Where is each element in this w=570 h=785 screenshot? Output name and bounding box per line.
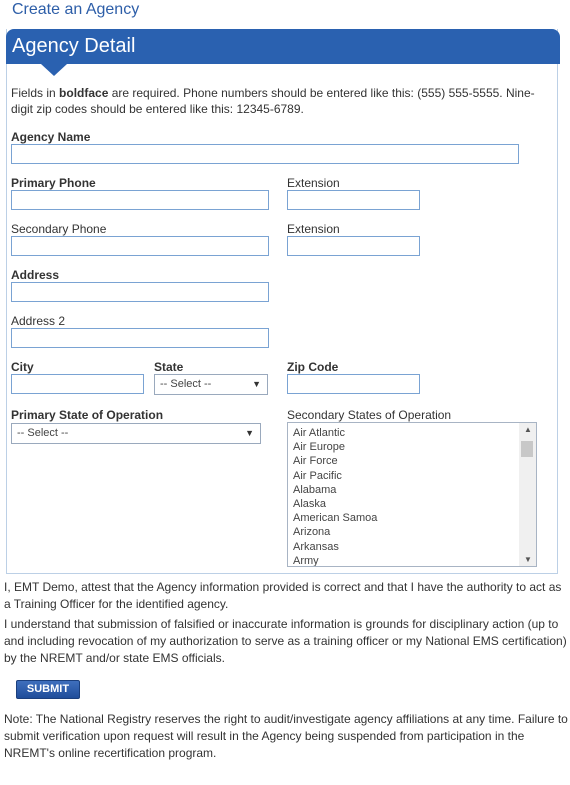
primary-phone-label: Primary Phone xyxy=(11,176,96,190)
list-option[interactable]: American Samoa xyxy=(293,512,378,524)
agency-name-input[interactable] xyxy=(11,144,519,164)
scrollbar-thumb[interactable] xyxy=(521,441,533,457)
primary-state-label: Primary State of Operation xyxy=(11,408,164,422)
list-option[interactable]: Army xyxy=(293,555,319,567)
secondary-phone-input[interactable] xyxy=(11,236,269,256)
disclaimer-text: I understand that submission of falsified or inaccurate information is grounds for disciplinary action (up to and including revocation of my authorization to serve as a training officer or my National EMS certification) by the NREMT and/or state EMS officials. xyxy=(4,617,567,665)
zip-code-label: Zip Code xyxy=(287,360,339,374)
primary-state-select-value: -- Select -- xyxy=(17,427,69,439)
secondary-phone-label: Secondary Phone xyxy=(11,222,107,236)
primary-state-select[interactable] xyxy=(11,423,261,444)
list-option[interactable]: Alaska xyxy=(293,498,327,510)
instructions-suffix: are required. Phone numbers should be entered like this: (555) 555-5555. Nine-digit zip codes should be entered like this: 12345-6789. xyxy=(11,86,535,116)
triangle-up-icon[interactable]: ▲ xyxy=(524,425,532,434)
city-input[interactable] xyxy=(11,374,144,394)
instructions-prefix: Fields in xyxy=(11,86,60,100)
list-option[interactable]: Arkansas xyxy=(293,541,339,553)
state-select-value: -- Select -- xyxy=(160,378,212,390)
secondary-states-listbox[interactable] xyxy=(287,422,537,567)
city-label: City xyxy=(11,360,34,374)
list-option[interactable]: Air Europe xyxy=(293,441,345,453)
primary-extension-label: Extension xyxy=(287,176,340,190)
address-input[interactable] xyxy=(11,282,269,302)
list-option[interactable]: Air Pacific xyxy=(293,470,342,482)
agency-name-label: Agency Name xyxy=(11,130,91,144)
secondary-states-label: Secondary States of Operation xyxy=(287,408,452,422)
address-label: Address xyxy=(11,268,60,282)
attestation-text: I, EMT Demo, attest that the Agency information provided is correct and that I have the authority to act as a Training Officer for the identified agency. xyxy=(4,580,562,611)
primary-extension-input[interactable] xyxy=(287,190,420,210)
note-text: Note: The National Registry reserves the right to audit/investigate agency affiliations at any time. Failure to submit verification upon request will result in the Agency being suspended from participation in the NREMT's online recertification program. xyxy=(4,712,568,760)
state-label: State xyxy=(154,360,184,374)
triangle-down-icon: ▼ xyxy=(252,379,261,389)
list-option[interactable]: Air Force xyxy=(293,455,338,467)
triangle-down-icon[interactable]: ▼ xyxy=(524,555,532,564)
secondary-extension-label: Extension xyxy=(287,222,340,236)
listbox-scrollbar[interactable] xyxy=(519,423,536,566)
instructions-bold-word: boldface xyxy=(59,86,109,100)
list-option[interactable]: Arizona xyxy=(293,526,331,538)
state-select[interactable] xyxy=(154,374,268,395)
panel-header xyxy=(6,29,560,64)
page-title: Create an Agency xyxy=(12,1,140,18)
submit-button[interactable]: SUBMIT xyxy=(16,680,80,699)
secondary-extension-input[interactable] xyxy=(287,236,420,256)
panel-heading: Agency Detail xyxy=(12,35,136,57)
list-option[interactable]: Alabama xyxy=(293,484,337,496)
address2-input[interactable] xyxy=(11,328,269,348)
list-option[interactable]: Air Atlantic xyxy=(293,427,345,439)
triangle-down-icon: ▼ xyxy=(245,428,254,438)
panel-header-pointer xyxy=(41,64,67,76)
primary-phone-input[interactable] xyxy=(11,190,269,210)
instructions-text xyxy=(11,85,551,117)
address2-label: Address 2 xyxy=(11,314,66,328)
zip-code-input[interactable] xyxy=(287,374,420,394)
